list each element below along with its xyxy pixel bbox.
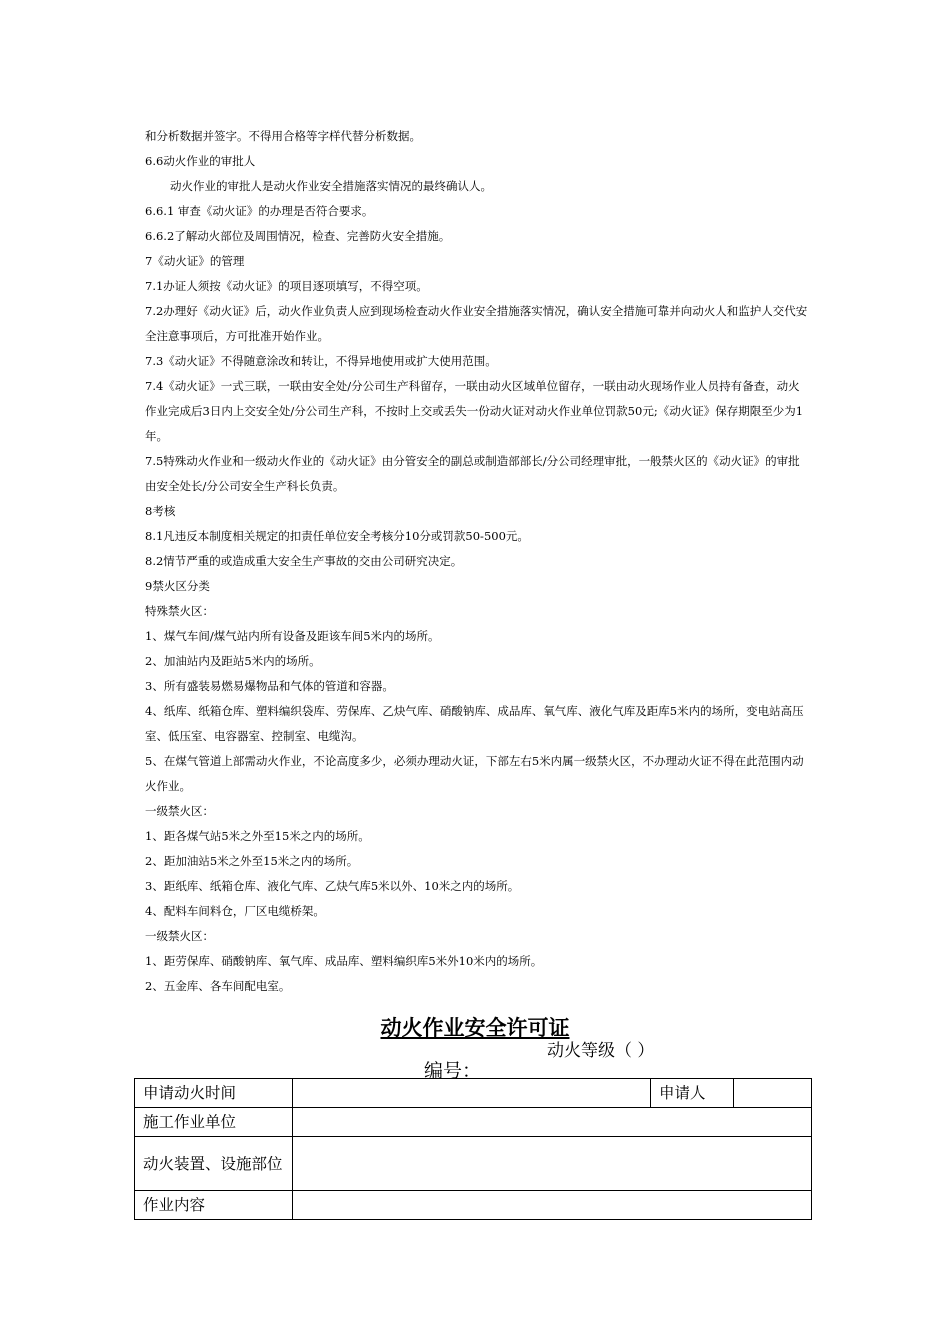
paragraph: 2、距加油站5米之外至15米之内的场所。 [145, 854, 359, 868]
paragraph: 一级禁火区： [145, 929, 214, 943]
paragraph: 6.6动火作业的审批人 [145, 154, 256, 168]
paragraph: 1、煤气车间/煤气站内所有设备及距该车间5米内的场所。 [145, 629, 440, 643]
paragraph: 7.4《动火证》一式三联，一联由安全处/分公司生产科留存，一联由动火区域单位留存，一联由动火现场作业人员持有备查，动火作业完成后3日内上交安全处/分公司生产科，不按时上交或丢失一份动火证对动火作业单位罚款50元;《动火证》保存期限至少为1年。 [145, 379, 804, 443]
paragraph: 2、加油站内及距站5米内的场所。 [145, 654, 321, 668]
paragraph: 7《动火证》的管理 [145, 254, 245, 268]
paragraph: 4、配料车间料仓，厂区电缆桥架。 [145, 904, 325, 918]
paragraph: 7.1办证人须按《动火证》的项目逐项填写，不得空项。 [145, 279, 428, 293]
paragraph: 7.3《动火证》不得随意涂改和转让，不得异地使用或扩大使用范围。 [145, 354, 497, 368]
paragraph: 动火作业的审批人是动火作业安全措施落实情况的最终确认人。 [170, 179, 492, 193]
paragraph: 7.2办理好《动火证》后，动火作业负责人应到现场检查动火作业安全措施落实情况，确认安全措施可靠并向动火人和监护人交代安全注意事项后，方可批准开始作业。 [145, 304, 808, 343]
paragraph: 一级禁火区： [145, 804, 214, 818]
paragraph: 8考核 [145, 504, 176, 518]
paragraph: 6.6.1 审查《动火证》的办理是否符合要求。 [145, 204, 374, 218]
table-row [135, 1137, 812, 1191]
paragraph: 9禁火区分类 [145, 579, 210, 593]
paragraph: 5、在煤气管道上部需动火作业，不论高度多少，必须办理动火证，下部左右5米内属一级禁火区，不办理动火证不得在此范围内动火作业。 [145, 754, 804, 793]
table-row [135, 1108, 812, 1137]
paragraph: 特殊禁火区： [145, 604, 214, 618]
paragraph: 8.2情节严重的或造成重大安全生产事故的交由公司研究决定。 [145, 554, 463, 568]
construction-unit-field[interactable] [293, 1108, 812, 1137]
work-content-field[interactable] [293, 1191, 812, 1220]
table-row [135, 1079, 812, 1108]
apply-time-label: 申请动火时间 [135, 1079, 293, 1108]
paragraph: 1、距各煤气站5米之外至15米之内的场所。 [145, 829, 370, 843]
permit-form-table [134, 1078, 812, 1220]
table-row [135, 1191, 812, 1220]
paragraph: 和分析数据并签字。不得用合格等字样代替分析数据。 [145, 129, 421, 143]
serial-number-label: 编号： [424, 1060, 482, 1082]
paragraph: 2、五金库、各车间配电室。 [145, 979, 291, 993]
construction-unit-label: 施工作业单位 [135, 1108, 293, 1137]
paragraph: 6.6.2了解动火部位及周围情况，检查、完善防火安全措施。 [145, 229, 451, 243]
certificate-title: 动火作业安全许可证 [380, 1016, 570, 1040]
paragraph: 1、距劳保库、硝酸钠库、氧气库、成品库、塑料编织库5米外10米内的场所。 [145, 954, 543, 968]
work-content-label: 作业内容 [135, 1191, 293, 1220]
fire-level-label: 动火等级（ ） [547, 1041, 655, 1061]
paragraph: 8.1凡违反本制度相关规定的扣责任单位安全考核分10分或罚款50-500元。 [145, 529, 529, 543]
applicant-label: 申请人 [651, 1079, 734, 1108]
paragraph: 3、距纸库、纸箱仓库、液化气库、乙炔气库5米以外、10米之内的场所。 [145, 879, 520, 893]
fire-location-label: 动火装置、设施部位 [135, 1137, 293, 1191]
paragraph: 3、所有盛装易燃易爆物品和气体的管道和容器。 [145, 679, 394, 693]
applicant-field[interactable] [734, 1079, 812, 1108]
paragraph: 7.5特殊动火作业和一级动火作业的《动火证》由分管安全的副总或制造部部长/分公司经理审批，一般禁火区的《动火证》的审批由安全处长/分公司安全生产科长负责。 [145, 454, 800, 493]
fire-location-field[interactable] [293, 1137, 812, 1191]
apply-time-field[interactable] [293, 1079, 651, 1108]
paragraph: 4、纸库、纸箱仓库、塑料编织袋库、劳保库、乙炔气库、硝酸钠库、成品库、氧气库、液化气库及距库5米内的场所，变电站高压室、低压室、电容器室、控制室、电缆沟。 [145, 704, 804, 743]
